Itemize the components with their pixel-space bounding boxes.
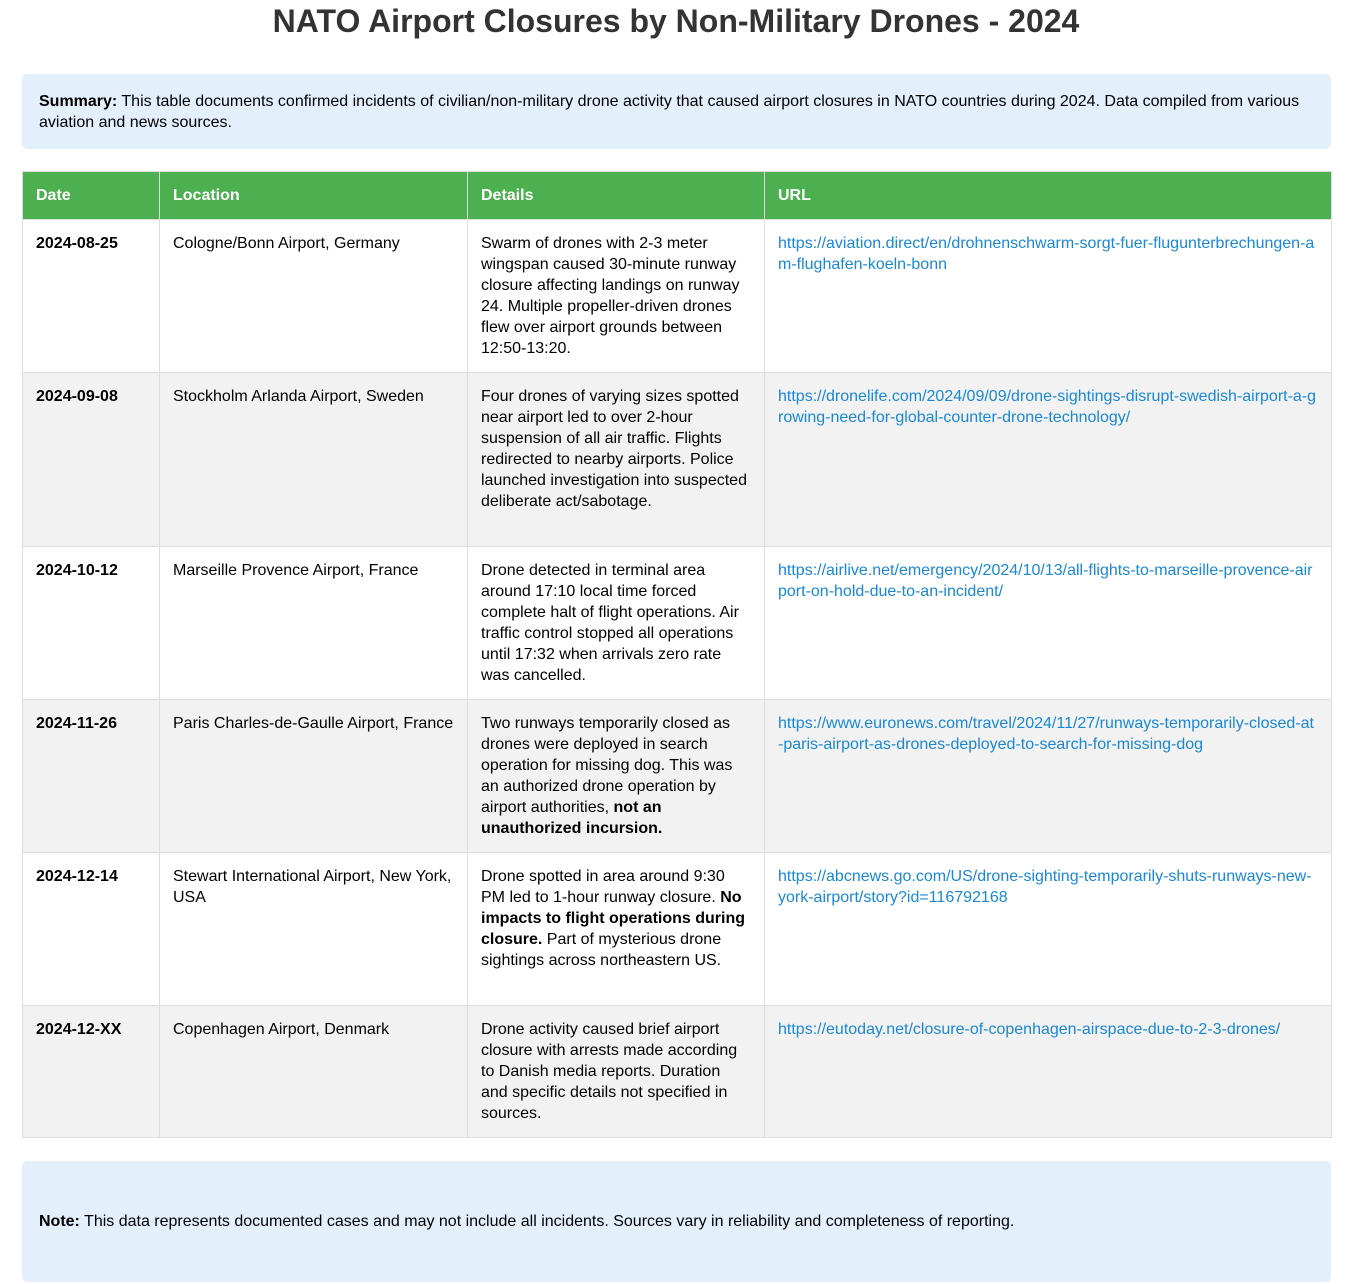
note-text: This data represents documented cases and may not include all incidents. Sources vary in reliability and completeness of reporting. xyxy=(79,1213,1015,1230)
table-row xyxy=(23,220,1332,373)
details-text: Drone detected in terminal area around 17:10 local time forced complete halt of flight operations. Air traffic control stopped all operations until 17:32 when arrivals zero rate was cancelled. xyxy=(481,562,739,684)
details-text-tail: Part of mysterious drone sightings across northeastern US. xyxy=(481,931,722,969)
source-link[interactable]: https://www.euronews.com/travel/2024/11/27/runways-temporarily-closed-at-paris-airport-as-drones-deployed-to-search-for-missing-dog xyxy=(778,715,1314,753)
details-text: Two runways temporarily closed as drones were deployed in search operation for missing dog. This was an authorized drone operation by airport authorities, xyxy=(481,715,733,816)
header-details: Details xyxy=(468,172,765,220)
source-link[interactable]: https://eutoday.net/closure-of-copenhagen-airspace-due-to-2-3-drones/ xyxy=(778,1021,1281,1038)
location-cell: Stewart International Airport, New York, USA xyxy=(160,853,468,1006)
details-cell xyxy=(468,700,765,853)
details-text: Four drones of varying sizes spotted near airport led to over 2-hour suspension of all air traffic. Flights redirected to nearby airports. Police launched investigation into suspected deliberate act/sabotage. xyxy=(481,388,747,510)
summary-box xyxy=(22,74,1331,149)
details-text: Drone activity caused brief airport closure with arrests made according to Danish media reports. Duration and specific details not specified in sources. xyxy=(481,1021,738,1122)
date-cell: 2024-09-08 xyxy=(23,373,160,547)
details-cell xyxy=(468,547,765,700)
incidents-table xyxy=(22,171,1332,1138)
details-cell xyxy=(468,220,765,373)
details-bold: No impacts to flight operations during closure. xyxy=(481,889,745,948)
location-cell: Paris Charles-de-Gaulle Airport, France xyxy=(160,700,468,853)
summary-paragraph xyxy=(39,91,1314,133)
details-cell xyxy=(468,373,765,547)
date-cell: 2024-11-26 xyxy=(23,700,160,853)
url-cell xyxy=(765,1006,1332,1138)
table-row xyxy=(23,547,1332,700)
url-cell xyxy=(765,220,1332,373)
summary-label: Summary: xyxy=(39,93,118,110)
note-paragraph xyxy=(39,1211,1014,1232)
source-link[interactable]: https://aviation.direct/en/drohnenschwarm-sorgt-fuer-flugunterbrechungen-am-flughafen-koeln-bonn xyxy=(778,235,1315,273)
location-cell: Stockholm Arlanda Airport, Sweden xyxy=(160,373,468,547)
header-url: URL xyxy=(765,172,1332,220)
page-title: NATO Airport Closures by Non-Military Drones - 2024 xyxy=(272,3,1080,39)
table-row xyxy=(23,853,1332,1006)
date-cell: 2024-10-12 xyxy=(23,547,160,700)
date-cell: 2024-08-25 xyxy=(23,220,160,373)
summary-text: This table documents confirmed incidents of civilian/non-military drone activity that caused airport closures in NATO countries during 2024. Data compiled from various aviation and news sources. xyxy=(39,93,1300,131)
table-row xyxy=(23,1006,1332,1138)
date-cell: 2024-12-14 xyxy=(23,853,160,1006)
source-link[interactable]: https://abcnews.go.com/US/drone-sighting-temporarily-shuts-runways-new-york-airport/story?id=116792168 xyxy=(778,868,1312,906)
details-text: Swarm of drones with 2-3 meter wingspan caused 30-minute runway closure affecting landings on runway 24. Multiple propeller-driven drones flew over airport grounds between 12:50-13:20. xyxy=(481,235,740,357)
table-row xyxy=(23,373,1332,547)
note-box xyxy=(22,1161,1331,1282)
note-label: Note: xyxy=(39,1213,80,1230)
details-bold: not an unauthorized incursion. xyxy=(481,799,663,837)
details-text: Drone spotted in area around 9:30 PM led to 1-hour runway closure. xyxy=(481,868,725,906)
url-cell xyxy=(765,700,1332,853)
header-location: Location xyxy=(160,172,468,220)
header-date: Date xyxy=(23,172,160,220)
url-cell xyxy=(765,373,1332,547)
details-cell xyxy=(468,853,765,1006)
source-link[interactable]: https://dronelife.com/2024/09/09/drone-sightings-disrupt-swedish-airport-a-growing-need-for-global-counter-drone-technology/ xyxy=(778,388,1317,426)
table-header-row xyxy=(23,172,1332,220)
table-row xyxy=(23,700,1332,853)
url-cell xyxy=(765,853,1332,1006)
location-cell: Marseille Provence Airport, France xyxy=(160,547,468,700)
details-cell xyxy=(468,1006,765,1138)
location-cell: Cologne/Bonn Airport, Germany xyxy=(160,220,468,373)
date-cell: 2024-12-XX xyxy=(23,1006,160,1138)
location-cell: Copenhagen Airport, Denmark xyxy=(160,1006,468,1138)
source-link[interactable]: https://airlive.net/emergency/2024/10/13/all-flights-to-marseille-provence-airport-on-hold-due-to-an-incident/ xyxy=(778,562,1313,600)
url-cell xyxy=(765,547,1332,700)
